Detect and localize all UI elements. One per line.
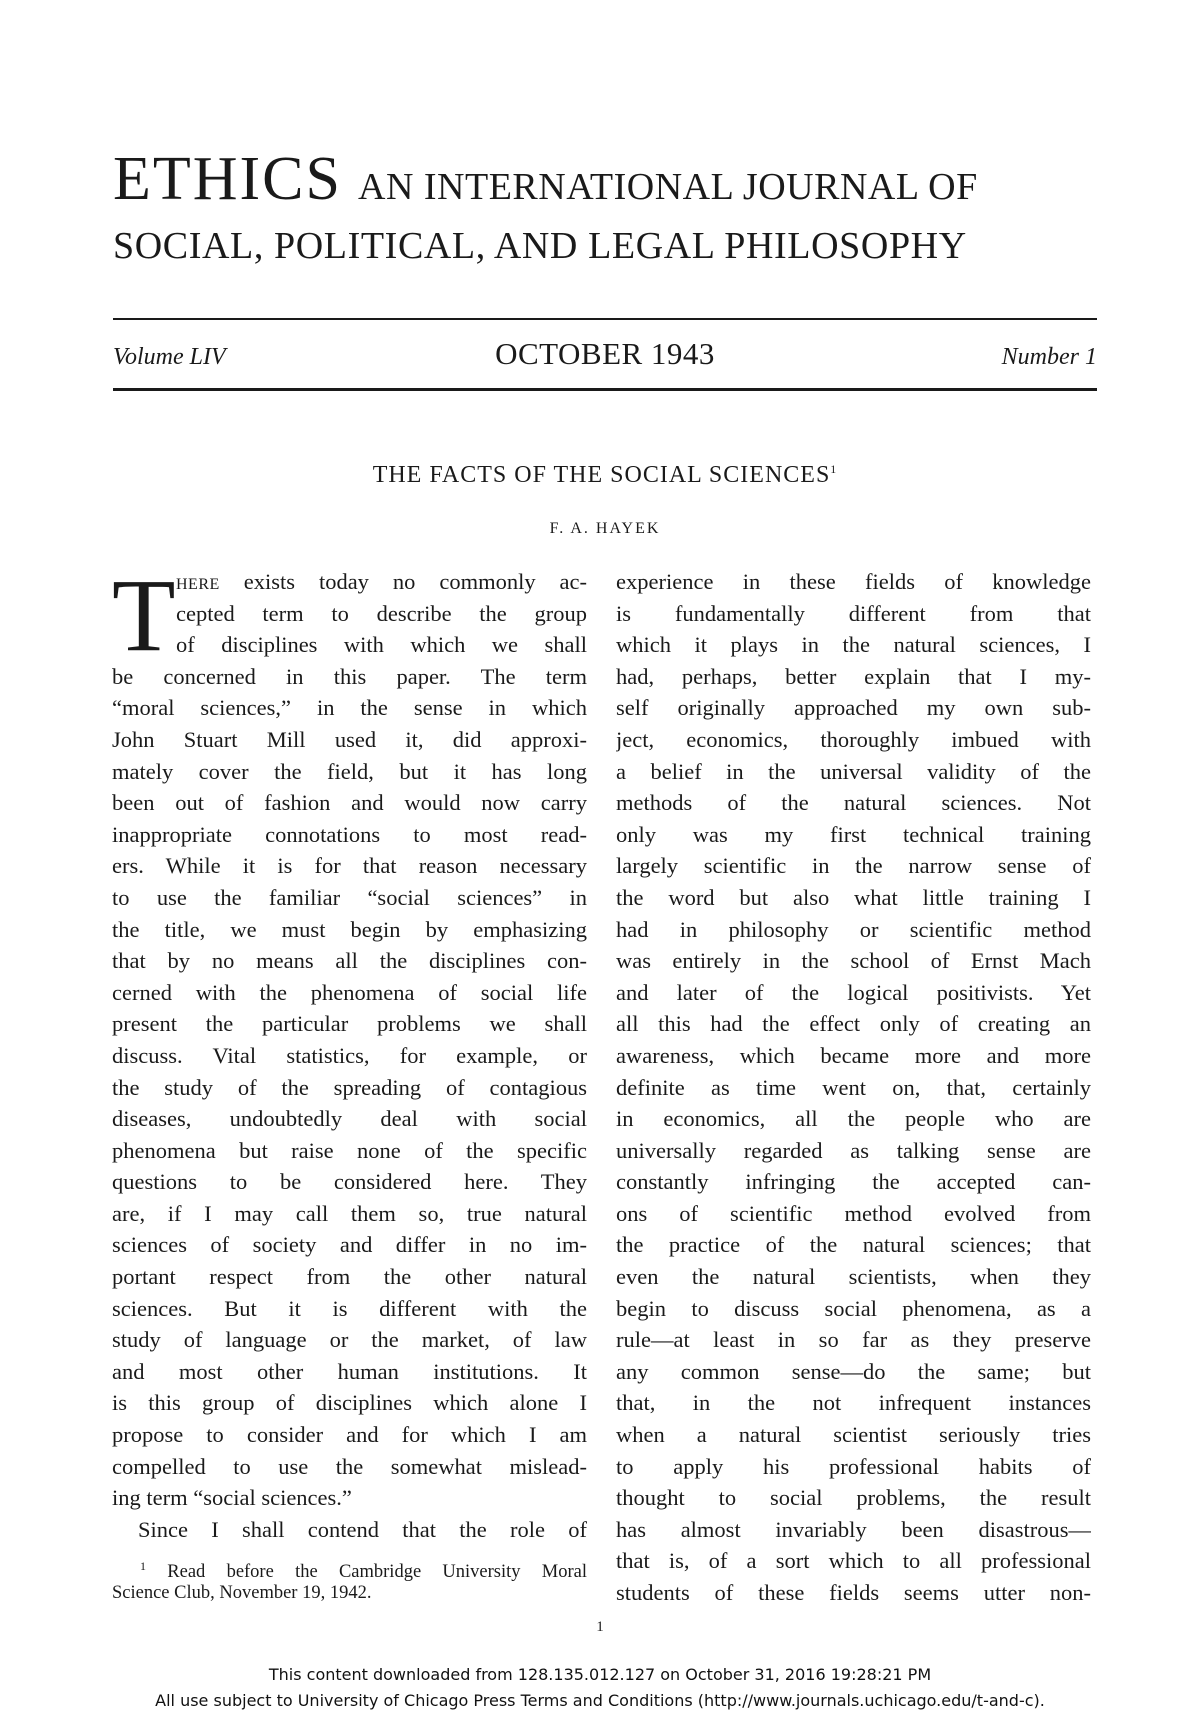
download-notice-line1: This content downloaded from 128.135.012.127 on October 31, 2016 19:28:21 PM: [268, 1665, 932, 1684]
text-line: compelled to use the somewhat mislead-: [112, 1453, 587, 1479]
masthead: [113, 145, 1098, 268]
text-line: a belief in the universal validity of the: [616, 758, 1091, 784]
text-line: and most other human institutions. It: [112, 1358, 587, 1384]
text-line: phenomena but raise none of the specific: [112, 1137, 587, 1163]
text-line: begin to discuss social phenomena, as a: [616, 1295, 1091, 1321]
text-line: awareness, which became more and more: [616, 1042, 1091, 1068]
text-line: mately cover the field, but it has long: [112, 758, 587, 784]
text-line: cerned with the phenomena of social life: [112, 979, 587, 1005]
text-line: here exists today no commonly ac-: [176, 569, 587, 594]
text-line: the study of the spreading of contagious: [112, 1074, 587, 1100]
text-line: to use the familiar “social sciences” in: [112, 884, 587, 910]
text-line: been out of fashion and would now carry: [112, 790, 587, 816]
issue-info: [113, 336, 1097, 376]
journal-title: ETHICS: [113, 145, 342, 213]
text-line: the practice of the natural sciences; that: [616, 1232, 1091, 1258]
title-footnote-marker: 1: [830, 462, 838, 476]
text-line: that is, of a sort which to all professional: [616, 1548, 1091, 1574]
journal-subtitle-line1: AN INTERNATIONAL JOURNAL OF: [358, 166, 978, 208]
text-line: when a natural scientist seriously tries: [616, 1422, 1091, 1448]
download-notice: [0, 1662, 1200, 1714]
text-line: experience in these fields of knowledge: [616, 569, 1091, 594]
first-word: here: [176, 569, 220, 594]
text-line: the word but also what little training I: [616, 884, 1091, 910]
text-line: even the natural scientists, when they: [616, 1264, 1091, 1290]
footnote-marker: 1: [140, 1559, 146, 1574]
text-line: that by no means all the disciplines con-: [112, 948, 587, 974]
text-line: present the particular problems we shall: [112, 1011, 587, 1037]
left-column: [112, 558, 588, 1607]
right-column: [616, 566, 1091, 1609]
text-line: in economics, all the people who are: [616, 1106, 1091, 1132]
text-line: the title, we must begin by emphasizing: [112, 916, 587, 942]
text-line: which it plays in the natural sciences, I: [616, 632, 1091, 658]
text-line: had, perhaps, better explain that I my-: [616, 663, 1091, 689]
text-line: had in philosophy or scientific method: [616, 916, 1091, 942]
article-title-text: THE FACTS OF THE SOCIAL SCIENCES: [372, 462, 831, 488]
text-line: cepted term to describe the group: [176, 600, 587, 626]
text-line: ing term “social sciences.”: [112, 1485, 352, 1511]
text-line: only was my first technical training: [616, 821, 1091, 847]
issue-date: OCTOBER 1943: [495, 336, 715, 371]
text-line: propose to consider and for which I am: [112, 1422, 587, 1448]
text-line: all this had the effect only of creating an: [616, 1011, 1091, 1037]
text-line: discuss. Vital statistics, for example, or: [112, 1042, 587, 1068]
text-line: diseases, undoubtedly deal with social: [112, 1106, 587, 1132]
text-line: “moral sciences,” in the sense in which: [112, 695, 587, 721]
footnote-line: Science Club, November 19, 1942.: [112, 1583, 372, 1604]
text-line: rule—at least in so far as they preserve: [616, 1327, 1091, 1353]
text-line: portant respect from the other natural: [112, 1264, 587, 1290]
text-line: Since I shall contend that the role of: [138, 1516, 587, 1542]
author-name: F. A. HAYEK: [549, 520, 661, 537]
text-line: that, in the not infrequent instances: [616, 1390, 1091, 1416]
text-line: to apply his professional habits of: [616, 1453, 1091, 1479]
text-line: study of language or the market, of law: [112, 1327, 587, 1353]
footnote: [112, 1553, 587, 1607]
text-line: self originally approached my own sub-: [616, 695, 1091, 721]
text-line: is fundamentally different from that: [616, 600, 1091, 626]
text-line: and later of the logical positivists. Yet: [616, 979, 1091, 1005]
article-title: [113, 462, 1097, 489]
text-line: methods of the natural sciences. Not: [616, 790, 1091, 816]
bottom-rule: [113, 388, 1097, 391]
text-line: ject, economics, thoroughly imbued with: [616, 726, 1091, 752]
text-line: largely scientific in the narrow sense of: [616, 853, 1091, 879]
text-line: has almost invariably been disastrous—: [616, 1516, 1091, 1542]
issue-number: Number 1: [1001, 344, 1097, 370]
text-line: students of these fields seems utter non-: [616, 1580, 1091, 1605]
text-line: was entirely in the school of Ernst Mach: [616, 948, 1091, 974]
text-line: definite as time went on, that, certainly: [616, 1074, 1091, 1100]
text-line: John Stuart Mill used it, did approxi-: [112, 726, 587, 752]
text-line: questions to be considered here. They: [112, 1169, 587, 1195]
text-line: are, if I may call them so, true natural: [112, 1200, 587, 1226]
download-notice-line2: All use subject to University of Chicago Press Terms and Conditions (http://www.journals.uchicago.edu/t-and-c).: [155, 1691, 1045, 1710]
text-line: sciences. But it is different with the: [112, 1295, 587, 1321]
top-rule: [113, 318, 1097, 320]
text-line: is this group of disciplines which alone I: [112, 1390, 587, 1416]
text-line: constantly infringing the accepted can-: [616, 1169, 1091, 1195]
journal-subtitle-line2: SOCIAL, POLITICAL, AND LEGAL PHILOSOPHY: [113, 225, 967, 267]
text-line: sciences of society and differ in no im-: [112, 1232, 587, 1258]
text-line: inappropriate connotations to most read-: [112, 821, 587, 847]
text-line: thought to social problems, the result: [616, 1485, 1091, 1511]
text-line: ers. While it is for that reason necessary: [112, 853, 587, 879]
drop-cap: T: [112, 558, 176, 673]
text-line: ons of scientific method evolved from: [616, 1200, 1091, 1226]
page-number: 1: [596, 1619, 604, 1635]
text-line: universally regarded as talking sense are: [616, 1137, 1091, 1163]
text-line: any common sense—do the same; but: [616, 1358, 1091, 1384]
footnote-line: $^1$ Read before the Cambridge University Moral: [140, 1559, 588, 1583]
text-line: of disciplines with which we shall: [176, 632, 587, 658]
volume-label: Volume LIV: [113, 344, 226, 370]
text-line: be concerned in this paper. The term: [112, 663, 587, 689]
